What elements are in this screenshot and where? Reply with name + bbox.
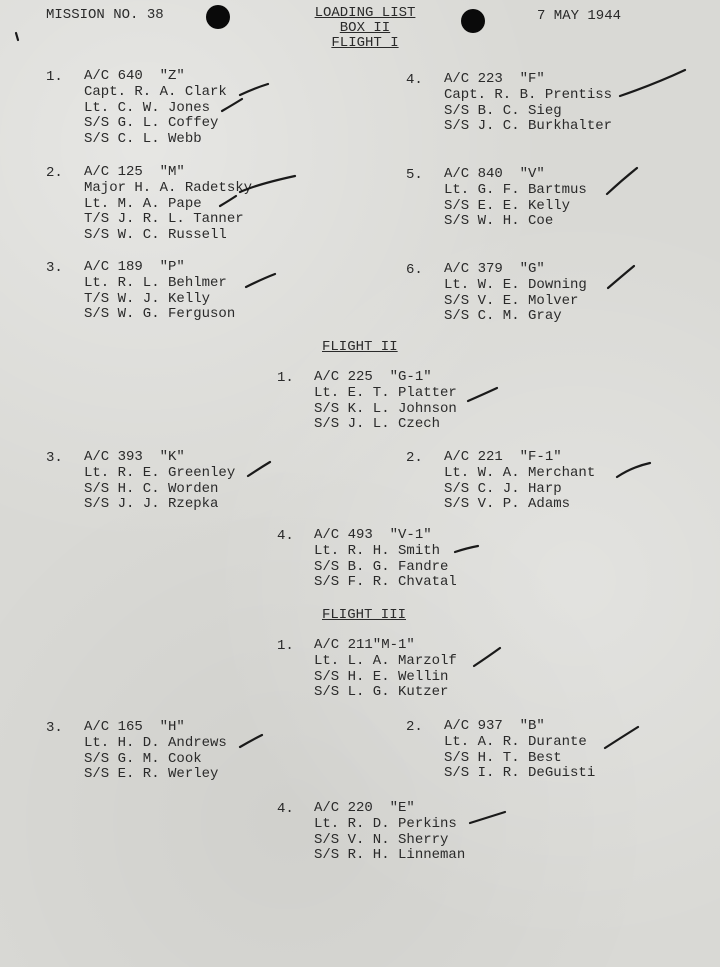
aircraft-line: A/C 211"M-1" — [314, 637, 415, 653]
crew-member: S/S C. J. Harp — [444, 480, 562, 497]
crew-number: 1. — [277, 370, 294, 386]
crew-member: Lt. H. D. Andrews — [84, 734, 227, 751]
box-title: BOX II — [339, 20, 391, 36]
crew-number: 2. — [406, 450, 423, 466]
aircraft-line: A/C 379 "G" — [444, 261, 545, 277]
crew-member: S/S F. R. Chvatal — [314, 574, 457, 591]
crew-number: 5. — [406, 167, 423, 183]
crew-number: 6. — [406, 262, 423, 278]
check-mark — [246, 274, 275, 287]
crew-member: S/S G. L. Coffey — [84, 115, 219, 132]
crew-member: Capt. R. B. Prentiss — [444, 86, 613, 103]
check-mark — [240, 735, 262, 747]
loading-list-title: LOADING LIST — [314, 5, 416, 21]
aircraft-line: A/C 125 "M" — [84, 164, 185, 180]
crew-member: Lt. R. D. Perkins — [314, 815, 457, 832]
crew-member: Lt. M. A. Pape — [84, 195, 202, 212]
crew-member: T/S W. J. Kelly — [84, 290, 211, 307]
crew-member: Lt. R. H. Smith — [314, 542, 441, 559]
crew-member: S/S V. N. Sherry — [314, 831, 449, 848]
crew-member: S/S L. G. Kutzer — [314, 684, 449, 701]
check-mark — [220, 196, 236, 206]
check-mark — [240, 84, 268, 95]
crew-member: S/S G. M. Cook — [84, 750, 202, 767]
check-mark — [605, 727, 638, 748]
check-mark — [608, 266, 634, 288]
crew-member: S/S H. T. Best — [444, 749, 562, 766]
check-mark — [468, 388, 497, 401]
crew-number: 1. — [46, 69, 63, 85]
aircraft-line: A/C 225 "G-1" — [314, 369, 432, 385]
crew-member: S/S J. L. Czech — [314, 416, 441, 433]
aircraft-line: A/C 493 "V-1" — [314, 527, 432, 543]
crew-member: S/S J. C. Burkhalter — [444, 118, 613, 135]
check-mark — [607, 168, 637, 194]
aircraft-line: A/C 189 "P" — [84, 259, 185, 275]
crew-member: S/S C. L. Webb — [84, 131, 202, 148]
crew-member: S/S J. J. Rzepka — [84, 496, 219, 513]
aircraft-line: A/C 393 "K" — [84, 449, 185, 465]
crew-member: S/S R. H. Linneman — [314, 847, 466, 864]
crew-member: Major H. A. Radetsky — [84, 179, 253, 196]
crew-number: 3. — [46, 450, 63, 466]
flight-one-title: FLIGHT I — [331, 35, 399, 51]
crew-member: Lt. C. W. Jones — [84, 99, 211, 116]
aircraft-line: A/C 221 "F-1" — [444, 449, 562, 465]
crew-number: 4. — [277, 801, 294, 817]
crew-number: 2. — [406, 719, 423, 735]
stray-mark — [16, 33, 18, 40]
crew-member: S/S C. M. Gray — [444, 308, 562, 325]
check-mark — [620, 70, 685, 96]
crew-member: T/S J. R. L. Tanner — [84, 211, 244, 228]
date: 7 MAY 1944 — [537, 8, 622, 24]
aircraft-line: A/C 640 "Z" — [84, 68, 185, 84]
check-mark — [240, 176, 295, 192]
crew-member: S/S H. E. Wellin — [314, 668, 449, 685]
mission-number: MISSION NO. 38 — [46, 7, 164, 23]
crew-member: S/S B. G. Fandre — [314, 558, 449, 575]
check-mark — [617, 463, 650, 477]
flight-two-title: FLIGHT II — [322, 339, 398, 355]
crew-member: Capt. R. A. Clark — [84, 83, 227, 100]
crew-member: S/S V. P. Adams — [444, 496, 571, 513]
check-mark — [474, 648, 500, 666]
crew-member: S/S E. E. Kelly — [444, 197, 571, 214]
crew-member: S/S B. C. Sieg — [444, 102, 562, 119]
aircraft-line: A/C 937 "B" — [444, 718, 545, 734]
crew-member: S/S K. L. Johnson — [314, 400, 457, 417]
crew-number: 1. — [277, 638, 294, 654]
check-mark — [470, 812, 505, 823]
crew-member: S/S I. R. DeGuisti — [444, 765, 596, 782]
crew-number: 2. — [46, 165, 63, 181]
crew-number: 4. — [277, 528, 294, 544]
crew-member: S/S E. R. Werley — [84, 766, 219, 783]
flight-three-title: FLIGHT III — [322, 607, 407, 623]
crew-number: 4. — [406, 72, 423, 88]
crew-member: S/S W. H. Coe — [444, 213, 554, 230]
crew-member: Lt. W. E. Downing — [444, 276, 587, 293]
crew-member: Lt. R. L. Behlmer — [84, 274, 227, 291]
crew-member: Lt. G. F. Bartmus — [444, 181, 587, 198]
aircraft-line: A/C 165 "H" — [84, 719, 185, 735]
check-mark — [248, 462, 270, 476]
crew-number: 3. — [46, 720, 63, 736]
crew-member: S/S W. G. Ferguson — [84, 306, 236, 323]
aircraft-line: A/C 840 "V" — [444, 166, 545, 182]
check-mark — [455, 546, 478, 552]
check-mark — [222, 99, 242, 111]
crew-member: S/S V. E. Molver — [444, 292, 579, 309]
aircraft-line: A/C 220 "E" — [314, 800, 415, 816]
crew-member: S/S W. C. Russell — [84, 227, 227, 244]
crew-member: S/S H. C. Worden — [84, 480, 219, 497]
crew-member: Lt. E. T. Platter — [314, 384, 457, 401]
crew-member: Lt. L. A. Marzolf — [314, 652, 457, 669]
aircraft-line: A/C 223 "F" — [444, 71, 545, 87]
crew-member: Lt. A. R. Durante — [444, 733, 587, 750]
crew-member: Lt. R. E. Greenley — [84, 464, 236, 481]
crew-number: 3. — [46, 260, 63, 276]
crew-member: Lt. W. A. Merchant — [444, 464, 596, 481]
